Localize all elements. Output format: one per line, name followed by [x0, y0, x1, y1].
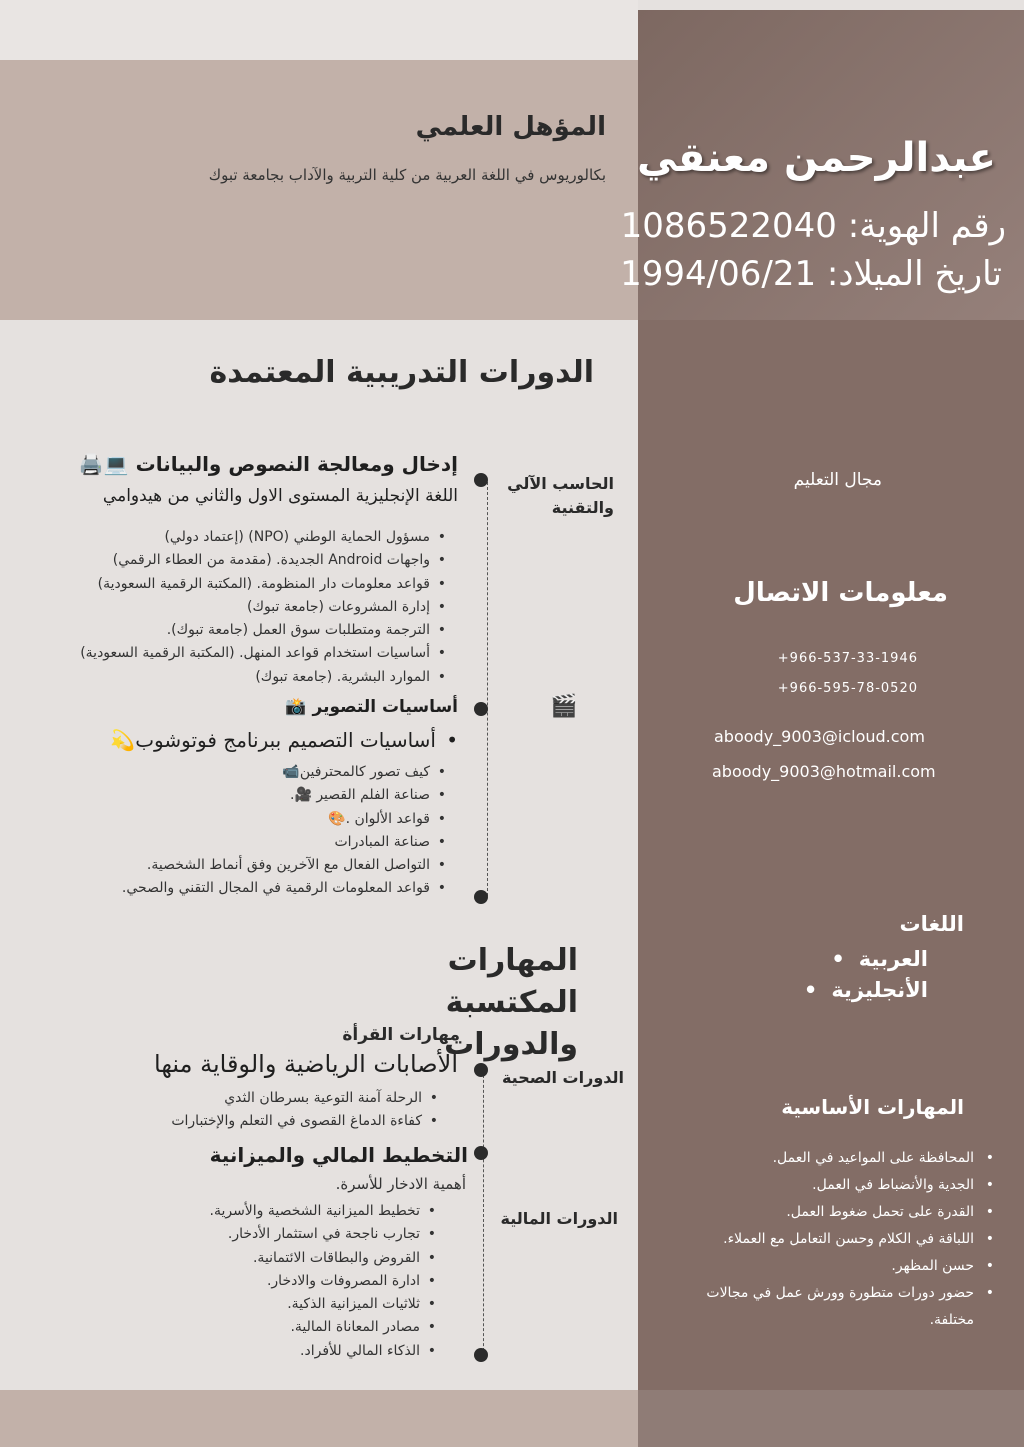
skill-item: • المحافظة على المواعيد في العمل.	[674, 1145, 994, 1172]
photography-courses-list	[6, 761, 446, 901]
computer-courses-list	[6, 526, 446, 689]
skill-item: • حضور دورات متطورة وورش عمل في مجالات مختلفة.	[674, 1280, 994, 1334]
contact-title: معلومات الاتصال	[733, 578, 948, 608]
top-strip	[0, 0, 638, 60]
education-panel	[0, 60, 638, 320]
course-item: • الرحلة آمنة التوعية بسرطان الثدي	[0, 1087, 438, 1110]
acquired-skills-title: المهارات المكتسبة والدورات	[444, 943, 578, 1062]
education-title: المؤهل العلمي	[415, 112, 606, 142]
skill-item: • القدرة على تحمل ضغوط العمل.	[674, 1199, 994, 1226]
computer-heading: إدخال ومعالجة النصوص والبيانات 💻🖨️	[78, 452, 458, 476]
timeline-line	[483, 1070, 484, 1356]
birth-date: تاريخ الميلاد: 1994/06/21	[620, 254, 1002, 294]
course-item: • مصادر المعاناة المالية.	[56, 1316, 436, 1339]
timeline-dot	[474, 702, 488, 716]
skill-item: • اللباقة في الكلام وحسن التعامل مع العملاء.	[674, 1226, 994, 1253]
languages-list	[804, 944, 928, 1006]
course-item: • واجهات Android الجديدة. (مقدمة من العطاء الرقمي)	[6, 549, 446, 572]
course-item: • صناعة المبادرات	[6, 831, 446, 854]
email-address[interactable]: aboody_9003@icloud.com	[714, 727, 925, 746]
phone-number[interactable]: +966-595-78-0520	[777, 681, 918, 696]
computer-subheading: اللغة الإنجليزية المستوى الاول والثاني من هيدوامي	[102, 486, 458, 506]
health-heading: الأصابات الرياضية والوقاية منها	[154, 1050, 458, 1078]
course-item: • قواعد المعلومات الرقمية في المجال التقني والصحي.	[6, 877, 446, 900]
course-item: • تخطيط الميزانية الشخصية والأسرية.	[56, 1200, 436, 1223]
language-item: العربية •	[804, 944, 928, 975]
course-item: • قواعد معلومات دار المنظومة. (المكتبة الرقمية السعودية)	[6, 573, 446, 596]
timeline-dot	[474, 1348, 488, 1362]
bullet-marker: •	[446, 728, 458, 752]
computer-courses-label: الحاسب الآلي والتقنية	[507, 474, 614, 517]
health-courses-label: الدورات الصحية	[501, 1068, 624, 1087]
language-item: الأنجليزية •	[804, 975, 928, 1006]
course-item: • التواصل الفعال مع الآخرين وفق أنماط الشخصية.	[6, 854, 446, 877]
email-address[interactable]: aboody_9003@hotmail.com	[712, 762, 936, 781]
photography-heading: أساسيات التصوير 📸	[285, 697, 458, 717]
course-item: • الموارد البشرية. (جامعة تبوك)	[6, 666, 446, 689]
photoshop-heading-text: أساسيات التصميم ببرنامج فوتوشوب💫	[110, 728, 436, 752]
education-text: بكالوريوس في اللغة العربية من كلية التربية والآداب بجامعة تبوك	[208, 166, 606, 184]
timeline-dot	[474, 1063, 488, 1077]
health-courses-list	[0, 1087, 438, 1134]
finance-subheading: أهمية الادخار للأسرة.	[335, 1175, 466, 1193]
course-item: • تجارب ناجحة في استثمار الأدخار.	[56, 1223, 436, 1246]
field-of-work: مجال التعليم	[793, 470, 882, 490]
course-item: • القروض والبطاقات الائتمانية.	[56, 1247, 436, 1270]
course-item: • إدارة المشروعات (جامعة تبوك)	[6, 596, 446, 619]
course-item: • ادارة المصروفات والادخار.	[56, 1270, 436, 1293]
id-number: رقم الهوية: 1086522040	[620, 206, 1006, 246]
course-item: • الترجمة ومتطلبات سوق العمل (جامعة تبوك).	[6, 619, 446, 642]
timeline-line	[487, 482, 488, 896]
clapperboard-icon: 🎬	[550, 694, 578, 719]
basic-skills-title: المهارات الأساسية	[781, 1095, 964, 1119]
bottom-strip-left	[0, 1390, 638, 1447]
course-item: • مسؤول الحماية الوطني (NPO) (إعتماد دولي)	[6, 526, 446, 549]
finance-courses-label: الدورات المالية	[500, 1209, 618, 1228]
course-item: • الذكاء المالي للأفراد.	[56, 1340, 436, 1363]
course-item: • أساسيات استخدام قواعد المنهل. (المكتبة الرقمية السعودية)	[6, 642, 446, 665]
course-item: • صناعة الفلم القصير 🎥.	[6, 784, 446, 807]
skill-item: • الجدية والأنضباط في العمل.	[674, 1172, 994, 1199]
skill-item: • حسن المظهر.	[674, 1253, 994, 1280]
finance-heading: التخطيط المالي والميزانية	[209, 1143, 468, 1167]
photoshop-heading	[110, 728, 458, 752]
phone-number[interactable]: +966-537-33-1946	[777, 651, 918, 666]
basic-skills-list	[674, 1145, 994, 1334]
courses-title: الدورات التدريبية المعتمدة	[209, 355, 594, 390]
course-item: • كيف تصور كالمحترفين📹	[6, 761, 446, 784]
person-name: عبدالرحمن معنقي	[637, 135, 996, 181]
course-item: • ثلاثيات الميزانية الذكية.	[56, 1293, 436, 1316]
timeline-dot	[474, 890, 488, 904]
course-item: • قواعد الألوان .🎨	[6, 808, 446, 831]
timeline-dot	[474, 1146, 488, 1160]
course-item: • كفاءة الدماغ القصوى في التعلم والإختبارات	[0, 1110, 438, 1133]
bottom-strip-right	[638, 1390, 1024, 1447]
reading-skills: مهارات القرأة	[342, 1025, 460, 1045]
languages-title: اللغات	[899, 912, 964, 936]
finance-courses-list	[56, 1200, 436, 1363]
